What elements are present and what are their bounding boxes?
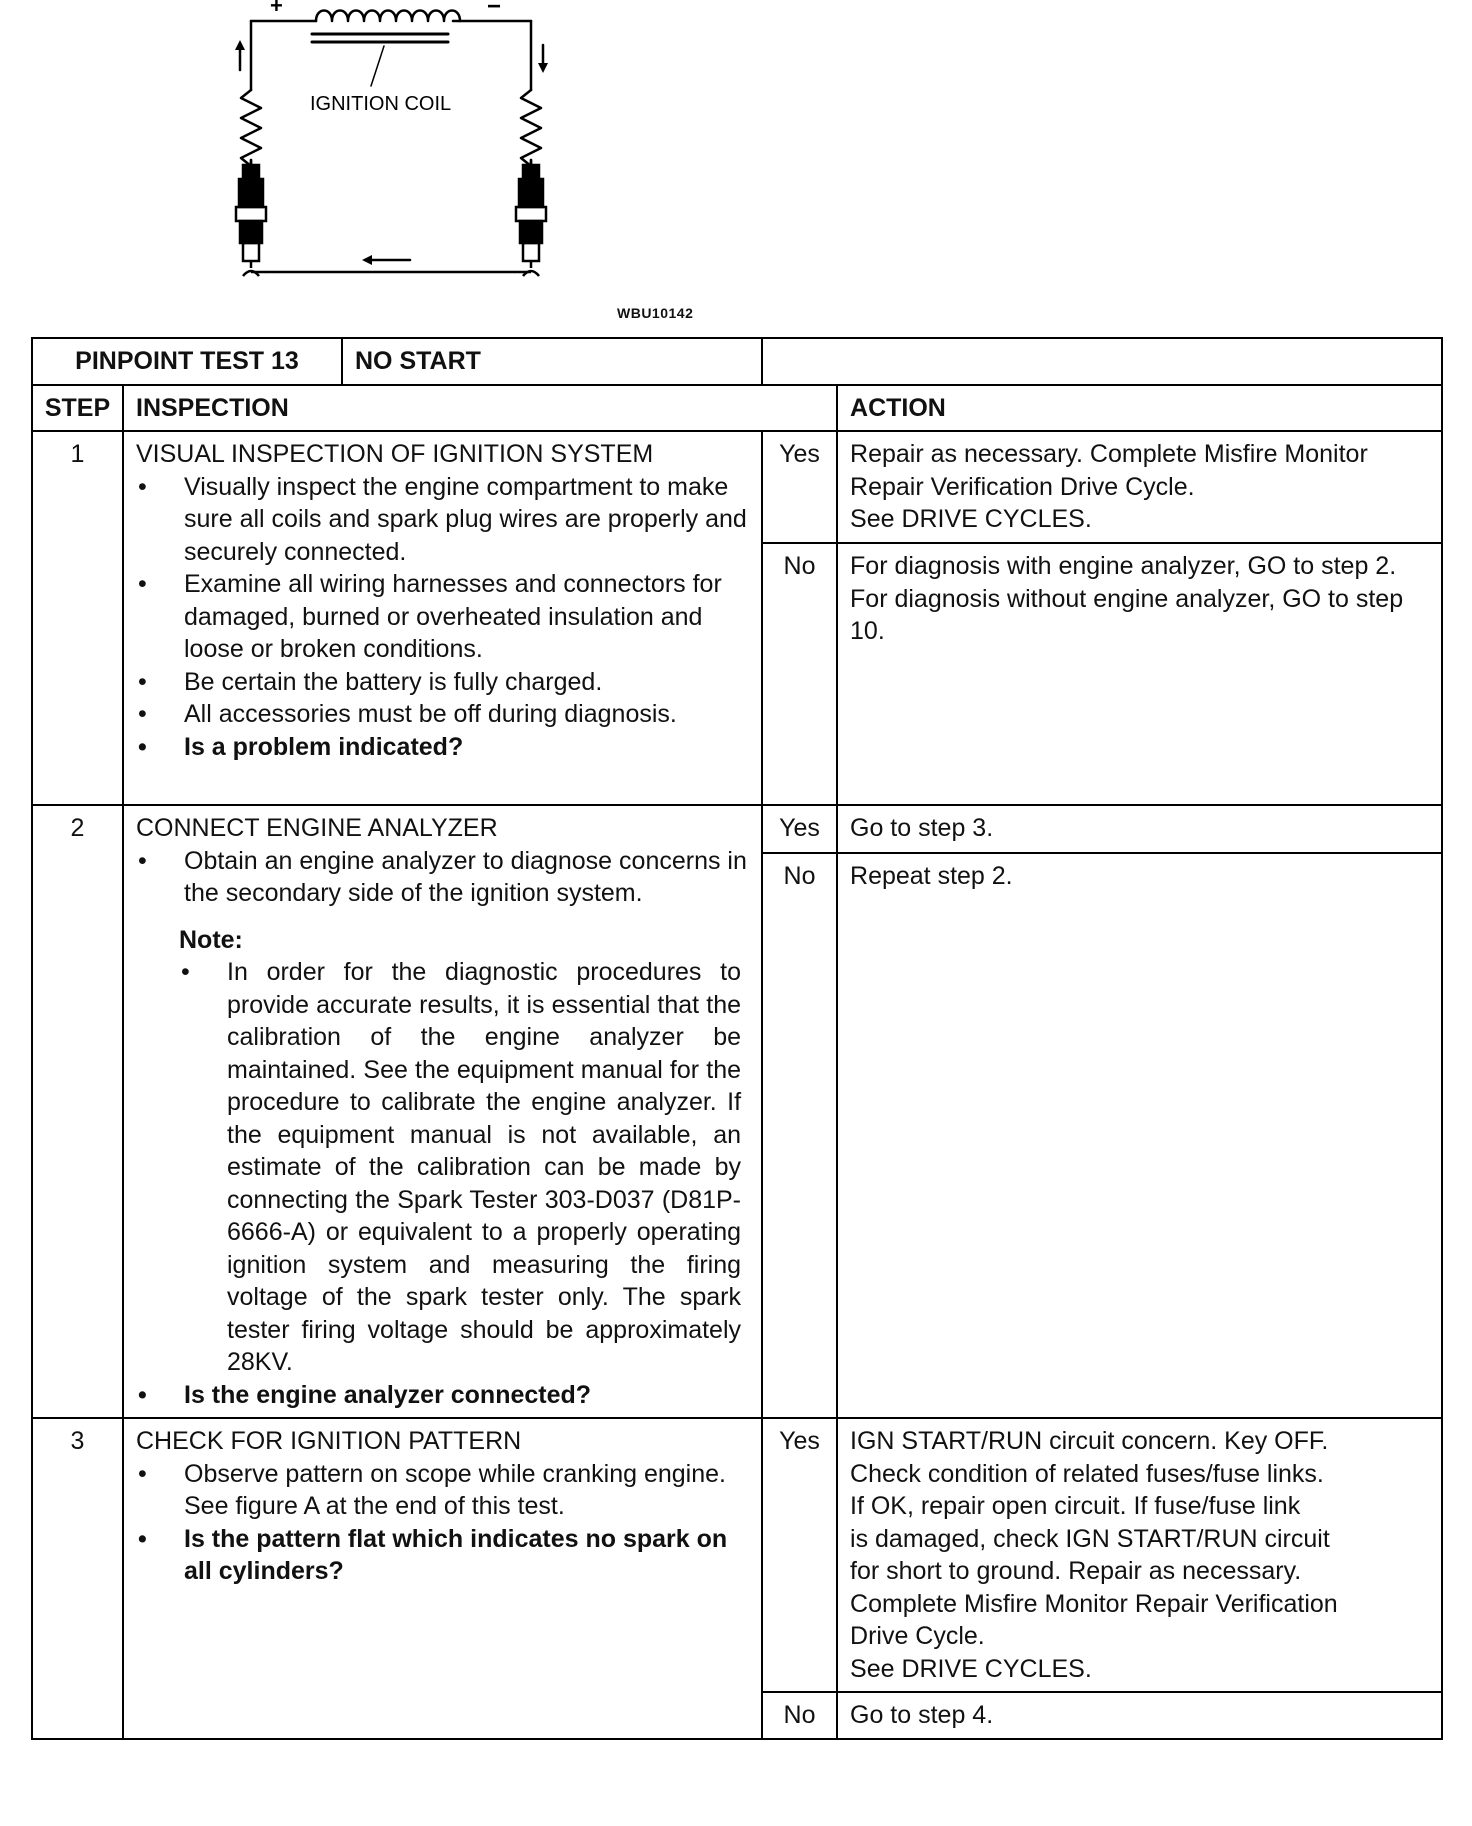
yes-action bbox=[837, 1418, 1442, 1692]
ignition-circuit-diagram bbox=[0, 0, 1472, 340]
yes-action bbox=[837, 431, 1442, 543]
no-action: Go to step 4. bbox=[837, 1692, 1442, 1739]
step-3-yes-row bbox=[32, 1418, 1442, 1692]
inspection-bullet: • Obtain an engine analyzer to diagnose concerns in the secondary side of the ignition system. bbox=[136, 845, 749, 910]
spark-plug-left-icon bbox=[236, 165, 266, 276]
action-text: Drive Cycle. bbox=[850, 1622, 985, 1650]
no-label: No bbox=[762, 543, 837, 805]
step-title: VISUAL INSPECTION OF IGNITION SYSTEM bbox=[136, 440, 654, 468]
yes-action: Go to step 3. bbox=[837, 805, 1442, 853]
action-text: IGN START/RUN circuit concern. Key OFF. bbox=[850, 1427, 1329, 1455]
step-1-yes-row bbox=[32, 431, 1442, 543]
inspection-bullet: • All accessories must be off during diagnosis. bbox=[136, 698, 749, 731]
test-name: NO START bbox=[355, 347, 481, 375]
step-inspection bbox=[123, 805, 762, 1418]
action-text: Complete Misfire Monitor Repair Verification bbox=[850, 1589, 1338, 1618]
no-action bbox=[837, 543, 1442, 805]
step-inspection bbox=[123, 1418, 762, 1739]
inspection-bullet: • Examine all wiring harnesses and connectors for damaged, burned or overheated insulation and loose or broken conditions. bbox=[136, 568, 749, 666]
note-text: • In order for the diagnostic procedures to provide accurate results, it is essential that the calibration of the engine analyzer be maintained. See the equipment manual for the procedure to calibrate the engine analyzer. If the equipment manual is not available, an estimate of the calibration can be made by connecting the Spark Tester 303-D037 (D81P-6666-A) or equivalent to a properly operating ignition system and measuring the firing voltage of the spark tester only. The spark tester firing voltage should be approximately 28KV. bbox=[179, 956, 741, 1379]
action-text: for short to ground. Repair as necessary. bbox=[850, 1557, 1302, 1585]
pinpoint-test-table bbox=[31, 337, 1443, 1740]
inspection-question: • Is the pattern flat which indicates no spark on all cylinders? bbox=[136, 1523, 749, 1588]
action-header: ACTION bbox=[837, 385, 1442, 432]
action-text: See DRIVE CYCLES. bbox=[850, 505, 1092, 533]
no-label: No bbox=[762, 1692, 837, 1739]
spark-plug-right-icon bbox=[514, 165, 546, 276]
action-text: See DRIVE CYCLES. bbox=[850, 1654, 1092, 1683]
yes-label: Yes bbox=[762, 1418, 837, 1692]
step-2-yes-row bbox=[32, 805, 1442, 853]
step-inspection bbox=[123, 431, 762, 805]
minus-terminal: − bbox=[487, 0, 502, 20]
no-action: Repeat step 2. bbox=[837, 853, 1442, 1418]
inspection-question: • Is the engine analyzer connected? bbox=[136, 1379, 749, 1412]
inspection-header: INSPECTION bbox=[123, 385, 837, 432]
note-title: Note: bbox=[179, 925, 243, 954]
yes-label: Yes bbox=[762, 431, 837, 543]
action-text: Repair as necessary. Complete Misfire Monitor Repair Verification Drive Cycle. bbox=[850, 440, 1368, 501]
action-text: If OK, repair open circuit. If fuse/fuse link bbox=[850, 1492, 1301, 1520]
plus-terminal: + bbox=[270, 0, 283, 18]
inspection-bullet: • Visually inspect the engine compartment to make sure all coils and spark plug wires are properly and securely connected. bbox=[136, 471, 749, 569]
inspection-question: • Is a problem indicated? bbox=[136, 731, 749, 764]
ignition-coil-label: IGNITION COIL bbox=[310, 93, 452, 115]
step-number: 3 bbox=[32, 1418, 123, 1739]
column-header-row bbox=[32, 385, 1442, 432]
test-title: PINPOINT TEST 13 bbox=[33, 339, 343, 384]
no-label: No bbox=[762, 853, 837, 1418]
action-text: Check condition of related fuses/fuse links. bbox=[850, 1459, 1324, 1488]
step-header: STEP bbox=[32, 385, 123, 432]
step-number: 2 bbox=[32, 805, 123, 1418]
action-text: For diagnosis with engine analyzer, GO to step 2. bbox=[850, 552, 1397, 580]
step-number: 1 bbox=[32, 431, 123, 805]
yes-label: Yes bbox=[762, 805, 837, 853]
step-title: CONNECT ENGINE ANALYZER bbox=[136, 814, 498, 842]
action-text: For diagnosis without engine analyzer, GO to step 10. bbox=[850, 584, 1404, 645]
figure-id: WBU10142 bbox=[617, 305, 694, 321]
action-text: is damaged, check IGN START/RUN circuit bbox=[850, 1524, 1330, 1553]
test-title-row bbox=[32, 338, 1442, 385]
inspection-bullet: • Be certain the battery is fully charged. bbox=[136, 666, 749, 699]
step-title: CHECK FOR IGNITION PATTERN bbox=[136, 1427, 522, 1455]
inspection-bullet: • Observe pattern on scope while cranking engine. See figure A at the end of this test. bbox=[136, 1458, 749, 1523]
